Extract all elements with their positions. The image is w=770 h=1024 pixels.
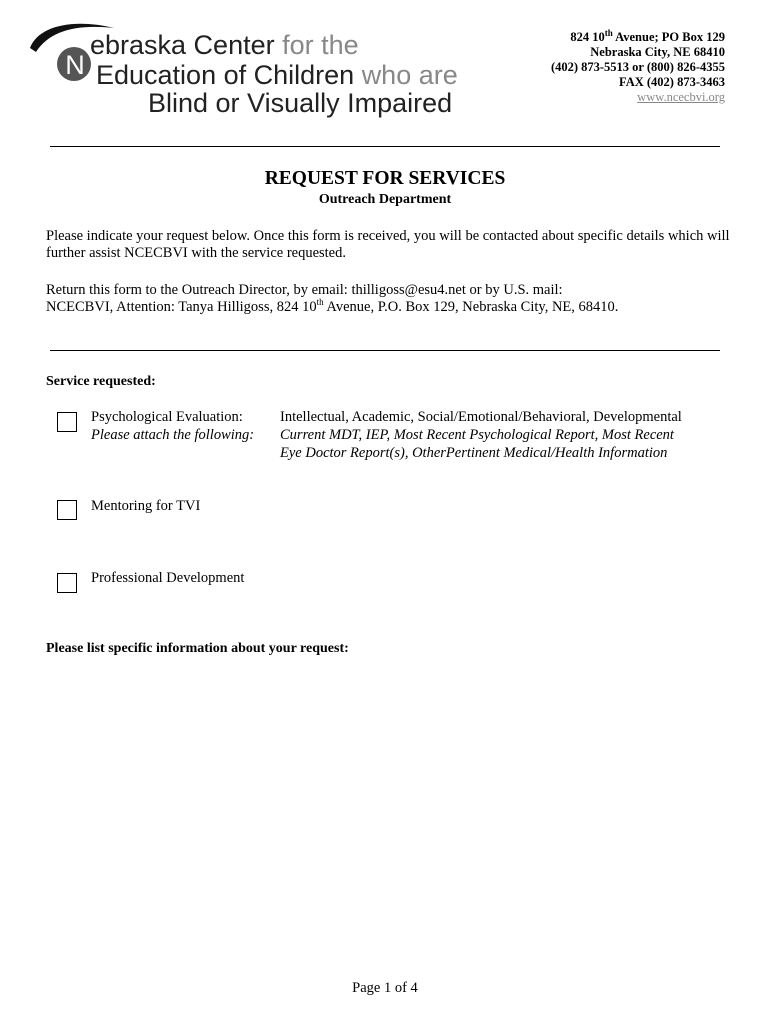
mentoring-tvi-checkbox[interactable] [57, 500, 77, 520]
logo-line-3: Blind or Visually Impaired [148, 88, 453, 118]
logo-line-1-rest: for the [282, 30, 359, 60]
address-phone: (402) 873-5513 or (800) 826-4355 [550, 60, 725, 74]
psychological-evaluation-checkbox[interactable] [57, 412, 77, 432]
intro-paragraph: Please indicate your request below. Once this form is received, you will be contacted about specific details which will further assist NCECBVI with the service requested. [46, 228, 730, 261]
logo-line-1 [90, 30, 359, 61]
address-city: Nebraska City, NE 68410 [590, 45, 725, 59]
logo-line-2 [96, 60, 458, 91]
address-block [550, 27, 725, 105]
return-line-1: Return this form to the Outreach Director, by email: thilligoss@esu4.net or by U.S. mail: [46, 282, 563, 298]
specific-info-label: Please list specific information about your request: [46, 641, 349, 656]
psychological-evaluation-label: Psychological Evaluation: [91, 409, 243, 425]
logo-line-2-main: Education of Children [96, 60, 355, 90]
attach-following-label: Please attach the following: [91, 427, 255, 443]
logo-line-2-rest: who are [361, 60, 458, 90]
evaluation-areas: Intellectual, Academic, Social/Emotional/Behavioral, Developmental [280, 409, 682, 425]
service-requested-label: Service requested: [46, 374, 156, 389]
address-fax: FAX (402) 873-3463 [619, 75, 725, 89]
return-instructions [46, 282, 736, 316]
address-street: 824 10th Avenue; PO Box 129 [570, 27, 725, 44]
form-subtitle: Outreach Department [318, 192, 452, 207]
mentoring-tvi-label: Mentoring for TVI [91, 498, 201, 514]
form-title: REQUEST FOR SERVICES [264, 168, 506, 189]
logo-initial: N [65, 50, 85, 80]
return-line-2: NCECBVI, Attention: Tanya Hilligoss, 824 10th Avenue, P.O. Box 129, Nebraska City, NE, 68410. [46, 297, 619, 315]
required-documents-line-1: Current MDT, IEP, Most Recent Psychological Report, Most Recent [280, 427, 674, 443]
website-link[interactable]: www.ncecbvi.org [637, 90, 725, 104]
logo-line-1-main: ebraska Center [90, 30, 275, 60]
organization-logo [28, 18, 468, 122]
required-documents-line-2: Eye Doctor Report(s), OtherPertinent Medical/Health Information [280, 445, 668, 461]
professional-development-checkbox[interactable] [57, 573, 77, 593]
professional-development-label: Professional Development [91, 570, 245, 586]
header-divider [50, 146, 720, 147]
page-number: Page 1 of 4 [352, 980, 418, 996]
section-divider [50, 350, 720, 351]
